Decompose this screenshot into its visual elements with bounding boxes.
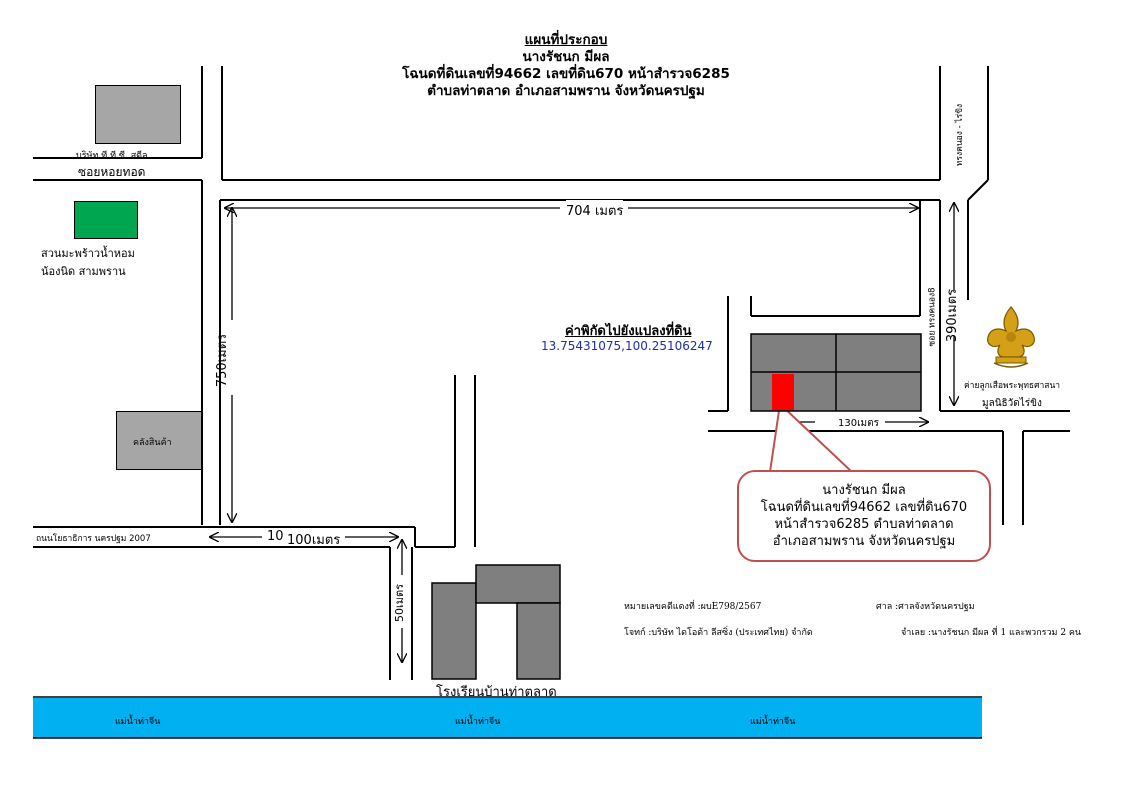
distance-100-partial: 10 — [267, 529, 284, 544]
coconut-garden-label-2: น้องนิด สามพราน — [41, 265, 126, 278]
map-title — [466, 32, 666, 49]
school-label: โรงเรียนบ้านท่าตลาด — [436, 685, 557, 700]
road-name-label: ถนนโยธาธิการ นครปฐม 2007 — [36, 534, 151, 544]
school-building — [432, 583, 476, 679]
river-label-2: แม่น้ำท่าจีน — [455, 717, 501, 727]
coconut-garden-label-1: สวนมะพร้าวน้ำหอม — [41, 247, 135, 260]
soi-hoitod-label: ซอยหอยทอด — [78, 165, 146, 179]
case-number: หมายเลขคดีแดงที่ :ผบE798/2567 — [624, 602, 762, 612]
location-info: ตำบลท่าตลาด อำเภอสามพราน จังหวัดนครปฐม — [427, 83, 705, 99]
distance-704: 704 เมตร — [566, 200, 623, 221]
warehouse-label: คลังสินค้า — [133, 438, 172, 448]
callout-line-2: โฉนดที่ดินเลขที่94662 เลขที่ดิน670 — [760, 500, 968, 515]
court-name: ศาล :ศาลจังหวัดนครปฐม — [876, 602, 975, 612]
callout-line-4: อำเภอสามพราน จังหวัดนครปฐม — [772, 534, 956, 549]
owner-name: นางรัชนก มีผล — [522, 49, 610, 65]
road-top-right-label: ทรงคนอง - ไร่ขิง — [955, 103, 966, 167]
river — [33, 698, 982, 738]
coordinate-title: ค่าพิกัดไปยังแปลงที่ดิน — [565, 324, 692, 339]
callout-line-3: หน้าสำรวจ6285 ตำบลท่าตลาด — [774, 517, 954, 532]
company-label: บริษัท ที.ที.ซี. สตีล — [76, 151, 148, 161]
company-building — [95, 85, 181, 144]
soi-vertical-label: ซอย ทรงคนอง8 — [927, 287, 938, 347]
title-text: แผนที่ประกอบ — [524, 32, 608, 48]
school-building — [476, 565, 560, 603]
camp-label-2: มูลนิธิวัดไร่ขิง — [982, 398, 1042, 409]
road-line — [968, 180, 988, 200]
scout-emblem-icon — [982, 305, 1040, 371]
target-land-plot — [772, 374, 794, 410]
distance-130: 130เมตร — [838, 418, 879, 429]
distance-390: 390เมตร — [945, 288, 961, 343]
callout-line-1: นางรัชนก มีผล — [822, 483, 906, 498]
coconut-garden — [74, 201, 138, 239]
distance-50: 50เมตร — [393, 583, 407, 623]
distance-750: 750เมตร — [215, 333, 231, 388]
defendant-name: จำเลย :นางรัชนก มีผล ที่ 1 และพวกรวม 2 คน — [901, 628, 1082, 638]
plaintiff-name: โจทก์ :บริษัท ไดโอด้า ลีสซิ่ง (ประเทศไทย) จำกัด — [624, 628, 813, 638]
camp-label-1: ค่ายลูกเสือพระพุทธศาสนา — [964, 381, 1061, 391]
callout-pointer — [770, 404, 852, 472]
river-label-1: แม่น้ำท่าจีน — [115, 717, 161, 727]
plot-callout — [737, 470, 991, 562]
river-label-3: แม่น้ำท่าจีน — [750, 717, 796, 727]
deed-info: โฉนดที่ดินเลขที่94662 เลขที่ดิน670 หน้าสำรวจ6285 — [402, 66, 730, 82]
coordinate-value: 13.75431075,100.25106247 — [541, 339, 713, 353]
distance-100: 100เมตร — [287, 533, 341, 548]
school-building — [517, 603, 560, 679]
